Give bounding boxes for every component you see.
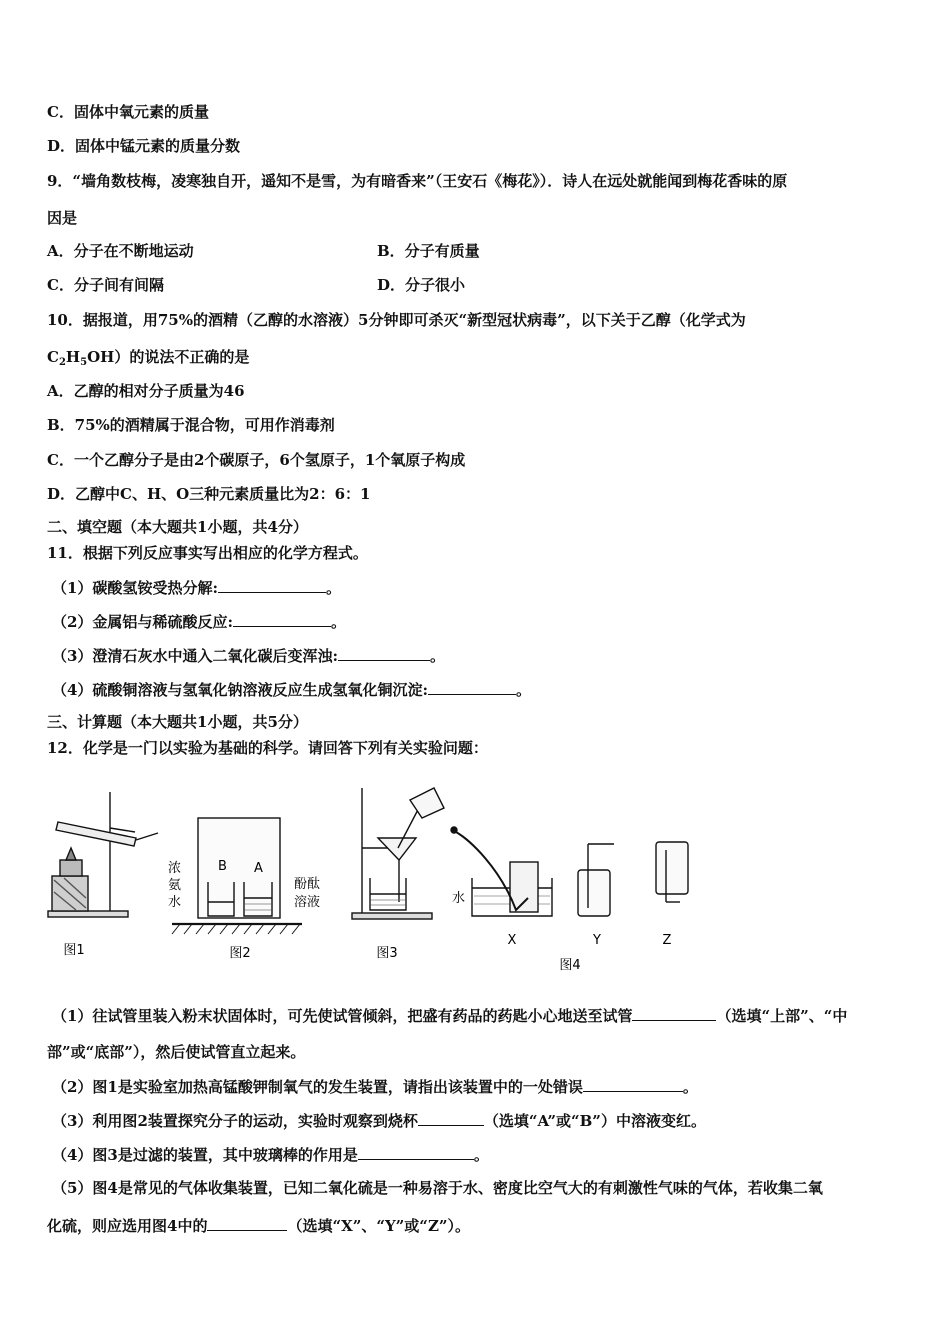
q9-stem-line1: 9．“墙角数枝梅，凌寒独自开，遥知不是雪，为有暗香来”（王安石《梅花》）．诗人在远处就能闻到梅花香味的原 xyxy=(47,172,788,190)
q12-part1-line1 xyxy=(52,1005,847,1026)
answer-blank[interactable] xyxy=(358,1144,474,1160)
q12-part4 xyxy=(52,1144,489,1165)
q12-part1-line2: 部”或“底部”），然后使试管直立起来。 xyxy=(47,1043,306,1061)
figure-1-label: 图1 xyxy=(63,943,85,958)
ammonia-label-2: 氨 xyxy=(168,878,182,893)
period: 。 xyxy=(330,613,346,631)
q8-option-d: D．固体中锰元素的质量分数 xyxy=(47,137,241,155)
q11-part2-text: （2）金属铝与稀硫酸反应: xyxy=(52,613,233,631)
q12-part2 xyxy=(52,1076,698,1097)
q10-option-b: B．75%的酒精属于混合物，可用作消毒剂 xyxy=(47,416,335,434)
figure-2-label: 图2 xyxy=(229,946,251,961)
q11-part1-text: （1）碳酸氢铵受热分解: xyxy=(52,579,218,597)
q8-option-c: C．固体中氧元素的质量 xyxy=(47,103,209,121)
q12-part5-line1: （5）图4是常见的气体收集装置，已知二氧化硫是一种易溶于水、密度比空气大的有刺激性气味的气体，若收集二氧 xyxy=(52,1179,823,1197)
q9-option-d: D．分子很小 xyxy=(377,276,466,294)
answer-blank[interactable] xyxy=(418,1110,484,1126)
q10-option-a: A．乙醇的相对分子质量为46 xyxy=(47,382,245,400)
q9-option-c: C．分子间有间隔 xyxy=(47,276,164,294)
experiment-figures xyxy=(40,770,720,980)
answer-blank[interactable] xyxy=(428,679,516,695)
answer-blank[interactable] xyxy=(233,611,331,627)
apparatus-x-label: X xyxy=(507,933,517,948)
ammonia-label-1: 浓 xyxy=(168,861,182,876)
period: 。 xyxy=(682,1078,698,1096)
period: 。 xyxy=(515,681,531,699)
phenolphthalein-label-2: 溶液 xyxy=(294,895,321,910)
q11-part4-text: （4）硫酸铜溶液与氢氧化钠溶液反应生成氢氧化铜沉淀: xyxy=(52,681,428,699)
q9-option-b: B．分子有质量 xyxy=(377,242,480,260)
figure-1-apparatus xyxy=(48,792,158,917)
formula-oh: OH xyxy=(87,348,115,366)
beaker-a-label: A xyxy=(254,861,263,876)
q12-part5-line2 xyxy=(47,1215,470,1236)
q12-part3-text-a: （3）利用图2装置探究分子的运动，实验时观察到烧杯 xyxy=(52,1112,418,1130)
q12-part1-text-b: （选填“上部”、“中 xyxy=(716,1007,848,1025)
q11-part4 xyxy=(52,679,531,700)
apparatus-z-label: Z xyxy=(662,933,672,948)
q12-part5-text-b: 化硫，则应选用图4中的 xyxy=(47,1217,208,1235)
q10-stem-line1: 10．据报道，用75%的酒精（乙醇的水溶液）5分钟即可杀灭“新型冠状病毒”，以下关于乙醇（化学式为 xyxy=(47,311,746,329)
q9-option-a: A．分子在不断地运动 xyxy=(47,242,194,260)
q12-part2-text: （2）图1是实验室加热高锰酸钾制氧气的发生装置，请指出该装置中的一处错误 xyxy=(52,1078,583,1096)
q12-part4-text: （4）图3是过滤的装置，其中玻璃棒的作用是 xyxy=(52,1146,358,1164)
q10-stem-line2 xyxy=(47,347,249,373)
q12-part3-text-b: （选填“A”或“B”）中溶液变红。 xyxy=(483,1112,706,1130)
q9-stem-line2: 因是 xyxy=(47,209,78,227)
period: 。 xyxy=(429,647,445,665)
figure-2-apparatus xyxy=(172,818,302,934)
answer-blank[interactable] xyxy=(632,1005,716,1021)
formula-sub-5: 5 xyxy=(80,357,88,368)
answer-blank[interactable] xyxy=(338,645,430,661)
formula-c: C xyxy=(47,348,59,366)
q12-part5-text-c: （选填“X”、“Y”或“Z”）。 xyxy=(287,1217,471,1235)
figure-3-label: 图3 xyxy=(376,946,398,961)
q10-stem-rest: ）的说法不正确的是 xyxy=(114,348,250,366)
answer-blank[interactable] xyxy=(583,1076,683,1092)
answer-blank[interactable] xyxy=(218,577,326,593)
figure-3-apparatus xyxy=(352,788,444,919)
q12-stem: 12．化学是一门以实验为基础的科学。请回答下列有关实验问题： xyxy=(47,739,488,757)
q12-part3 xyxy=(52,1110,706,1131)
q11-part3 xyxy=(52,645,445,666)
q10-option-d: D．乙醇中C、H、O三种元素质量比为2：6：1 xyxy=(47,485,371,503)
q10-option-c: C．一个乙醇分子是由2个碳原子，6个氢原子，1个氧原子构成 xyxy=(47,451,466,469)
q11-stem: 11．根据下列反应事实写出相应的化学方程式。 xyxy=(47,544,368,562)
q11-part3-text: （3）澄清石灰水中通入二氧化碳后变浑浊: xyxy=(52,647,338,665)
period: 。 xyxy=(325,579,341,597)
figure-4-apparatus xyxy=(451,827,688,916)
formula-sub-2: 2 xyxy=(58,357,66,368)
section2-title: 二、填空题（本大题共1小题，共4分） xyxy=(47,518,308,536)
answer-blank[interactable] xyxy=(207,1215,287,1231)
period: 。 xyxy=(473,1146,489,1164)
beaker-b-label: B xyxy=(218,859,227,874)
ammonia-label-3: 水 xyxy=(168,895,182,910)
section3-title: 三、计算题（本大题共1小题，共5分） xyxy=(47,713,308,731)
apparatus-y-label: Y xyxy=(593,933,601,948)
water-label: 水 xyxy=(452,891,466,906)
formula-h: H xyxy=(65,348,81,366)
phenolphthalein-label-1: 酚酞 xyxy=(294,877,321,892)
q12-part1-text-a: （1）往试管里装入粉末状固体时，可先使试管倾斜，把盛有药品的药匙小心地送至试管 xyxy=(52,1007,633,1025)
q11-part1 xyxy=(52,577,341,598)
q11-part2 xyxy=(52,611,346,632)
figure-4-label: 图4 xyxy=(559,958,581,973)
